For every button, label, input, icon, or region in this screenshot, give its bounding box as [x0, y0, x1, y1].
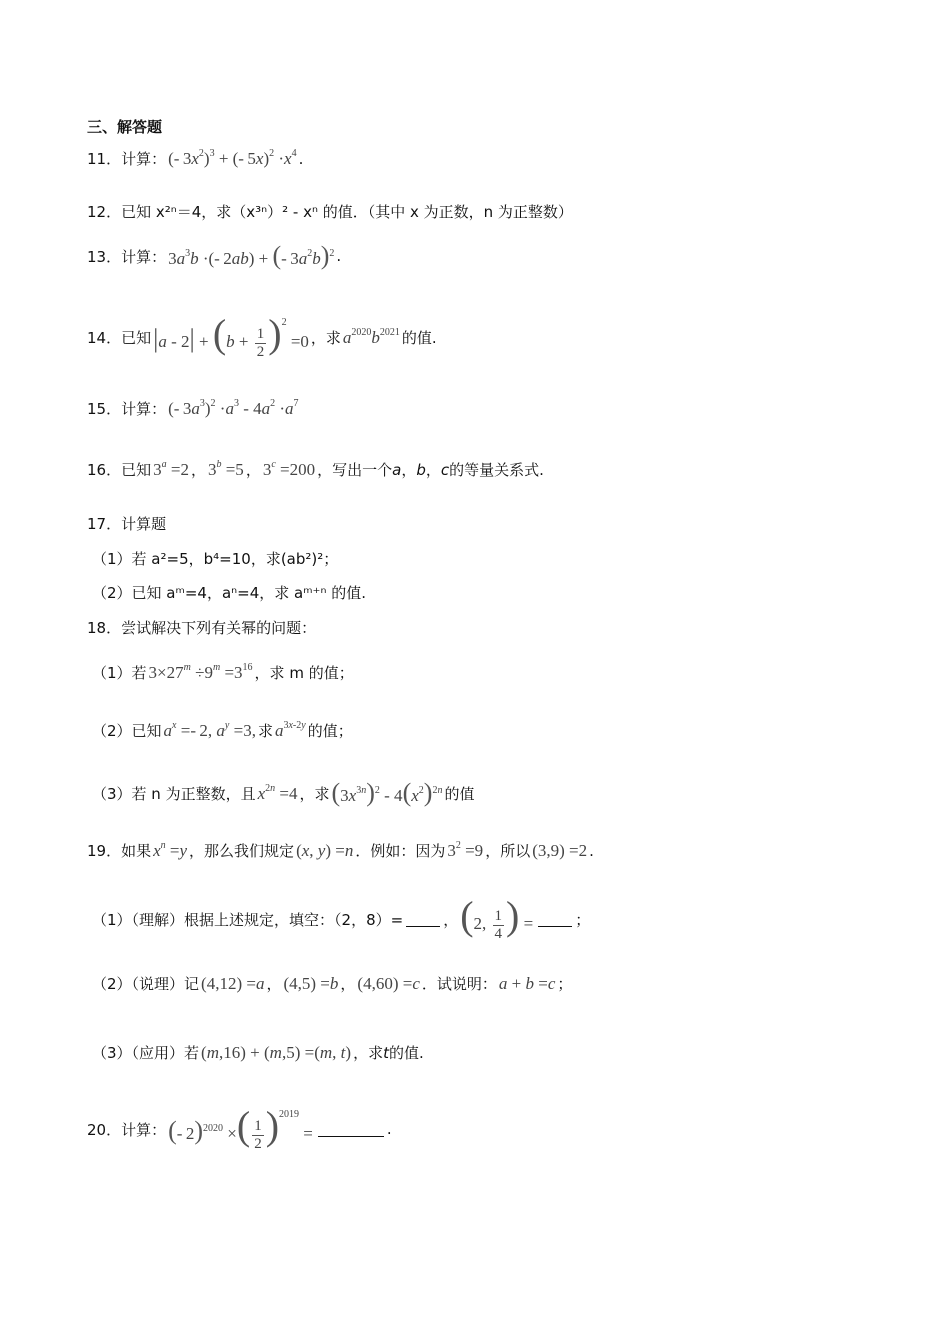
- separator: ，: [245, 461, 261, 479]
- question-11: [87, 148, 303, 169]
- separator: ，: [401, 461, 417, 479]
- question-number: 16．: [87, 461, 122, 479]
- part-lead: （3）（应用）若: [92, 1044, 200, 1062]
- part-text: （2）已知 aᵐ=4，aⁿ=4，求 aᵐ⁺ⁿ 的值.: [92, 584, 366, 602]
- answer-blank[interactable]: [538, 911, 572, 927]
- math-expression: (- $3a^3)^2 \cdot a^3 - 4a^2 \cdot a^7$: [168, 398, 299, 418]
- part-lead: （1）（理解）根据上述规定，填空：（2，8）=: [92, 910, 404, 929]
- question-mid: ，写出一个: [317, 461, 393, 479]
- question-19: [87, 840, 594, 861]
- question-17: [87, 513, 166, 534]
- math-expression: $3^2 =9$: [447, 840, 484, 860]
- question-number: 15．: [87, 400, 122, 418]
- math-expression: (m,16) + (m,5) =(m, t): [201, 1042, 352, 1062]
- question-18-part-2: [92, 720, 353, 741]
- question-19-part-1: [92, 893, 591, 943]
- question-mid: ．例如：因为: [355, 842, 446, 860]
- question-number: 17．: [87, 515, 122, 533]
- question-end: .: [386, 1120, 392, 1139]
- answer-blank[interactable]: [406, 911, 440, 927]
- math-expression: (2, $\frac{1}{4}$ ) =: [460, 893, 534, 942]
- part-end: ；: [557, 975, 573, 993]
- separator: ，: [340, 975, 356, 993]
- part-end: ；: [575, 910, 591, 929]
- question-18-part-3: [92, 780, 474, 806]
- question-15: [87, 398, 301, 419]
- question-lead: 已知: [121, 461, 152, 479]
- question-18-part-1: [92, 662, 354, 683]
- question-13: [87, 243, 341, 269]
- question-mid: ，所以: [485, 842, 531, 860]
- question-mid: ，求: [310, 328, 341, 347]
- math-expression: (3,9) =2: [532, 840, 588, 860]
- question-17-part-2: [92, 582, 366, 603]
- question-19-part-3: [92, 1042, 424, 1063]
- section-title: 三、解答题: [87, 118, 163, 136]
- question-lead: 计算：: [121, 150, 167, 168]
- math-expression: $3^b =5$: [207, 459, 244, 479]
- question-18: [87, 617, 316, 638]
- section-heading: [87, 116, 162, 137]
- math-expression: $3^a =2$: [153, 459, 189, 479]
- part-end: ，求 m 的值；: [254, 664, 354, 682]
- math-expression: |a - 2| + (b + $\frac{1}{2}$ )$^2$ =0: [153, 311, 309, 360]
- question-19-part-2: [92, 973, 572, 994]
- math-expression: $a^{3x-2y}$: [274, 720, 306, 740]
- math-expression: $3a^3b$ ·(- 2ab) + (- $3a^2b)^2$: [168, 241, 335, 270]
- math-expression: (x, y) =n: [296, 840, 354, 860]
- question-17-part-1: [92, 548, 338, 569]
- part-mid: 求: [257, 722, 273, 740]
- question-end: .: [298, 149, 304, 168]
- question-lead: 已知: [121, 328, 152, 347]
- part-mid: ．试说明：: [421, 975, 497, 993]
- part-text: （1）若 a²=5，b⁴=10，求(ab²)²；: [92, 550, 339, 568]
- part-lead: （2）（说理）记: [92, 975, 200, 993]
- math-expression: $x^{2n} =4$: [257, 782, 298, 803]
- math-expression: $(3x^{3n})^2 - 4(x^2)^{2n}$: [331, 778, 443, 807]
- separator: ，: [190, 461, 206, 479]
- question-number: 18．: [87, 619, 122, 637]
- question-number: 20．: [87, 1120, 122, 1139]
- question-end: .: [336, 247, 342, 265]
- question-title: 尝试解决下列有关幂的问题：: [121, 619, 317, 637]
- question-number: 13．: [87, 247, 122, 266]
- part-lead: （1）若: [92, 664, 147, 682]
- question-lead: 计算：: [121, 247, 167, 266]
- question-number: 12．: [87, 203, 122, 221]
- question-16: [87, 459, 544, 480]
- question-number: 11．: [87, 150, 122, 168]
- separator: ，: [266, 975, 282, 993]
- part-mid: ，求: [299, 784, 330, 803]
- question-20: [87, 1103, 392, 1153]
- math-expression: (4,12) =a: [201, 973, 265, 993]
- answer-blank[interactable]: [318, 1121, 384, 1137]
- question-title: 计算题: [121, 515, 167, 533]
- math-expression: $3^c =200$: [262, 459, 316, 479]
- separator: ，: [425, 461, 441, 479]
- part-mid: ，求: [353, 1044, 384, 1062]
- question-lead: 计算：: [121, 400, 167, 418]
- part-lead: （3）若 n 为正整数，且: [92, 784, 256, 803]
- math-expression: (4,5) =b: [283, 973, 339, 993]
- part-end: 的值.: [388, 1044, 424, 1062]
- question-end: .: [589, 841, 594, 860]
- math-expression: a + b =c: [498, 973, 556, 993]
- part-end: 的值: [444, 784, 475, 803]
- separator: ，: [443, 910, 459, 929]
- question-12: [87, 201, 573, 222]
- question-lead: 如果: [121, 842, 152, 860]
- math-expression: (- 2)$^{2020}$ ×( $\frac{1}{2}$ )$^{2019}$ =: [168, 1103, 313, 1152]
- question-end: 的等量关系式.: [449, 461, 544, 479]
- var-c: c: [440, 460, 450, 479]
- math-expression: $a^{2020}b^{2021}$: [342, 326, 400, 347]
- question-mid: ，那么我们规定: [189, 842, 295, 860]
- part-end: 的值；: [307, 722, 353, 740]
- math-expression: $x^n =y$: [153, 840, 188, 860]
- var-a: a: [392, 460, 402, 479]
- question-text: 已知 x²ⁿ＝4，求（x³ⁿ）² - xⁿ 的值．（其中 x 为正数，n 为正整数）: [121, 203, 573, 221]
- question-number: 19．: [87, 842, 122, 860]
- math-expression: $a^x =- 2$, $a^y =3$,: [163, 720, 256, 740]
- var-b: b: [416, 460, 426, 479]
- var-t: t: [383, 1043, 389, 1062]
- question-end: 的值.: [401, 328, 437, 347]
- question-number: 14．: [87, 328, 122, 347]
- math-expression: $3\times 27^m \div 9^m =3^{16}$: [148, 662, 253, 682]
- question-lead: 计算：: [121, 1120, 167, 1139]
- part-lead: （2）已知: [92, 722, 162, 740]
- math-expression: (4,60) =c: [357, 973, 420, 993]
- math-expression: (- $3x^2)^3$ + (- $5x)^2 \cdot x^4$: [168, 148, 297, 168]
- question-14: [87, 311, 437, 361]
